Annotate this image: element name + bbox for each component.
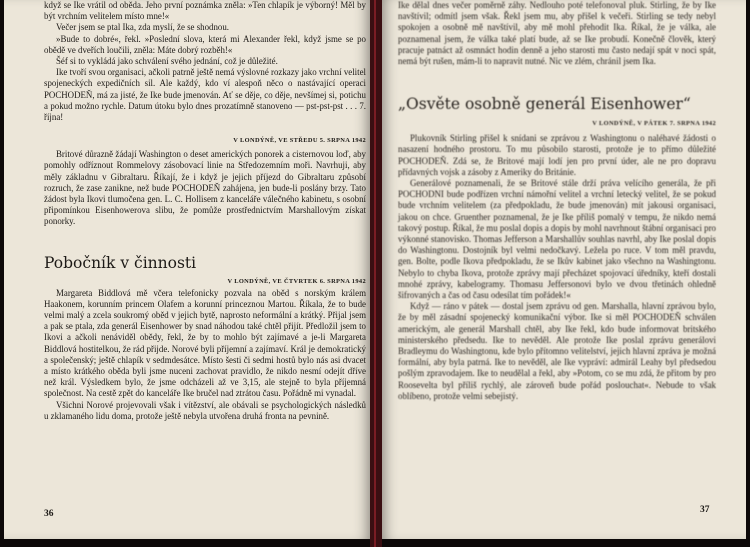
intro-paragraph: Večer jsem se ptal Ika, zda myslí, že se shodnou. — [56, 22, 230, 33]
book-gutter — [370, 0, 382, 547]
dateline: V LONDÝNĚ, VE STŘEDU 5. SRPNA 1942 — [233, 137, 366, 145]
dateline: V LONDÝNĚ, V PÁTEK 7. SRPNA 1942 — [592, 120, 716, 128]
body-paragraph: Margareta Biddlová mě včera telefonicky pozvala na oběd s norským králem Haakonem, korunním princem Olafem a korunní princeznou Martou. Říkala, že to bude velmi malý a zcela soukromý oběd v jejich bytě, naprosto neformální a krátký. Přijal jsem a pak se ptala, zda generál Eisenhower by snad náhodou také chtěl přijít. Předložil jsem to Ikovi a ačkoli nenáviděl obědy, řekl, že by to mohlo být zajímavé a je-li Margareta Biddlová hostitelkou, že rád přijde. Norové byli příjemní a zajímaví. Král je demokratický a společenský; ještě chlapík v sedmdesátce. Místo šesti či sedmi hostů bylo nás asi dvacet a místo krátkého oběda byli jsme nuceni zachovat pravidlo, že nikdo nesmí odejít dříve než král. Výsledkem bylo, že jsme odcházeli až ve 3,15, ale stejně to byla příjemná společnost. Na cestě zpět do kanceláře Ike bručel nad ztrátou času. Pořádně mi vynadal. — [44, 287, 366, 399]
intro-paragraph: »Bude to dobré«, řekl. »Poslední slova, která mi Alexander řekl, když jsme se po obědě ve dveřích loučili, zněla: Máte dobrý rozběh!« — [44, 33, 366, 55]
dateline: V LONDÝNĚ, VE ČTVRTEK 6. SRPNA 1942 — [227, 277, 366, 285]
left-page — [4, 0, 370, 539]
body-paragraph: Plukovník Stirling přišel k snídani se zprávou z Washingtonu o naléhavé žádosti o nasazení hodného prostoru. To mu působilo starosti, protože je to přímo důležité POCHODEŇ. Zdá se, že Britové mají lodí jen pro první úder, ale ne pro dopravu přídavných vojsk a zásoby z Ameriky do Británie. — [398, 133, 716, 177]
right-page-text — [398, 0, 716, 402]
section-heading: Pobočník v činnosti — [44, 253, 197, 272]
gutter-binding — [374, 0, 376, 547]
intro-paragraph: Ike dělal dnes večer poměrně záhy. Nedlouho poté telefonoval pluk. Stirling, že by Ike navštívil; odmítl jsem však. Řekl jsem mu, aby přišel k večeři. Stirling se tedy nebyl spokojen a osobně mě navštívil, aby mě mohl přehodit Ika. Říkal, že je válka, ale poznamenal jsem, že válka také platí bude, až se Ike probudí. Konečně člověk, který pracuje patnáct až osmnáct hodin denně a jeho starosti mu často nedají spát v noci spát, nemá být rušen, mám-li to napravit nutné. Nic ve zlém, chránil jsem Ika. — [398, 0, 716, 67]
body-paragraph: Britové důrazně žádají Washington o deset amerických ponorek a cisternovou loď, aby pomohly odříznout Rommelovy zásobovací linie na Středozemním moři. Navrhuji, aby měly základnu v Gibraltaru. Říkají, že i když je jejich příjezd do Gibraltaru způsobí rozruch, že zase zanikne, než bude POCHODEŇ zahájena, jen bude-li poslány brzy. Tato žádost byla Ikovi tlumočena gen. L. C. Hollisem z kanceláře válečného kabinetu, s osobní připomínkou Eisenhowerova slibu, že pomůže prostřednictvím Marshallovým získat ponorky. — [44, 149, 366, 227]
body-paragraph: Když — ráno v pátek — dostal jsem zprávu od gen. Marshalla, hlavní zprávou bylo, že by měl zásadní spojenecký komunikační výbor. Ike si měl POCHODEŇ schválen americkým, ale generál Marshall chtěl, aby Ike řekl, kdo bude informovat britského ministerského předsedu. Ike to nevěděl. Ale protože Ike poslal zprávu generálovi Bradleymu do Washingtonu, kde bylo přítomno velitelství, jejich hlavní zpráva je možná formální, aby byla patrná. Ike to nevěděl, ale Ike vypráví: admirál Leahy byl předsedou pošlým zpravodajem. Ike to neudělal a řekl, aby »Potom, co se mu zdá, že přitom by pro Roosevelta byl příliš rychlý, ale zároveň bude pořád poslouchat«. Nebude to však oblíbeno, protože velmi sebejistý. — [398, 301, 716, 401]
section-heading: „Osvěte osobně generál Eisenhower“ — [398, 95, 691, 114]
intro-paragraph: Šéf si to vykládá jako schválení svého jednání, což je důležité. — [56, 56, 278, 67]
body-paragraph: Všichni Norové projevovali však i vítězství, ale obávali se psychologických následků u zklamaného lidu doma, protože ještě nebyla utvořena druhá fronta na pevnině. — [44, 399, 366, 421]
intro-paragraph: Ike tvoří svou organisaci, ačkoli patrně ještě nemá výslovné rozkazy jako vrchní velitel spojeneckých expedičních sil. Ale každý, kdo ví alespoň něco o nastávající operaci POCHODEŇ, má za jisté, že Ike bude jmenován. Ať se děje, co děje, nevšímej si, potichu a pokud možno rychle. Datum útoku bylo dnes prozatímně stanoveno — pst-pst-pst . . . 7. října! — [44, 67, 366, 123]
left-page-text — [44, 0, 366, 422]
page-number: 36 — [44, 509, 54, 519]
intro-paragraph: když se Ike vrátil od oběda. Jeho první poznámka zněla: »Ten chlapík je výborný! Měl by být vrchním velitelem místo mne!« — [44, 0, 366, 22]
right-page — [382, 0, 746, 539]
body-paragraph: Generálové poznamenali, že se Britové stále drží práva velícího generála, že při POCHODNI bude podřízen vrchní námořní velitel a vrchní letecký velitel, že se pokud bude vrchním velitelem (za předpokladu, že bude jmenován) mít jakousi organisaci, jakou on chce. Gruenther poznamenal, že je Ike příliš pomalý v tempu, že nikdo nemá takový postup. Říkal, že mu poslal dopis a dopis by mohl navrhnout štábní organisaci pro výkonné stanovisko. Thomas Jefferson a Marshallův souhlas navrhl, aby Ike poslal dopis do Washingtonu. Dostojník byl velmi nedočkavý. Ležela po ruce. V tom měl pravdu, gen. Bolte, podle Ikova předpokladu, že se Ikův kabinet jako všechno na Washingtonu. Nebylo to chyba Ikova, protože zprávy mají přecházet spojovací úředníky, kteří dostali mnohé zprávy, kabelogramy. Thomasu Jeffersonovi bylo ve dvou třetinách ohledně šifrovaných a čas od času odesílat tím pořádek!« — [398, 178, 716, 301]
page-number: 37 — [700, 505, 710, 515]
